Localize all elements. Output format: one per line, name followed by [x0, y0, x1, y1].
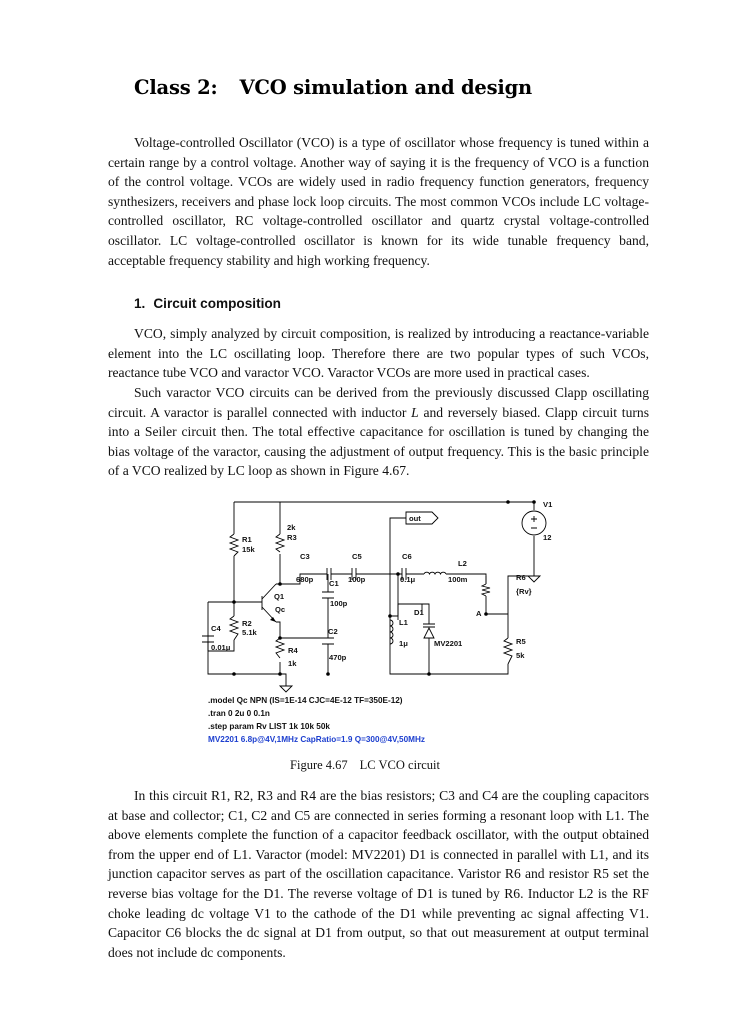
label-r2: R2: [242, 619, 252, 628]
label-l2: L2: [458, 559, 467, 568]
label-r3: R3: [287, 533, 297, 542]
figure-lc-vco-circuit: [196, 496, 566, 746]
figure-caption-text: LC VCO circuit: [359, 758, 440, 772]
label-r6: R6: [516, 573, 526, 582]
label-l2-value: 100m: [448, 575, 468, 584]
spice-directive-model: .model Qc NPN (IS=1E-14 CJC=4E-12 TF=350E-12): [208, 696, 403, 705]
section-title: Circuit composition: [153, 296, 281, 311]
figure-number: Figure 4.67: [290, 758, 348, 772]
class-label: Class 2:: [134, 76, 218, 99]
label-r2-value: 5.1k: [242, 628, 257, 637]
resistor-r4: [276, 638, 284, 658]
label-r6-value: {Rv}: [516, 587, 532, 596]
varactor-d1: [423, 624, 435, 638]
label-c2: C2: [328, 627, 338, 636]
label-c6: C6: [402, 552, 412, 561]
circuit-explanation-paragraph: In this circuit R1, R2, R3 and R4 are the bias resistors; C3 and C4 are the coupling capacitors at base and collector; C1, C2 and C5 are connected in series forming a resonant loop with L1. The above elements complete the function of a capacitor feedback oscillator, with the output obtained from the upper end of L1. Varactor (model: MV2201) D1 is connected in parallel with L1, and its junction capacitor serves as part of the oscillation capacitance. Varistor R6 and resistor R5 set the reverse bias voltage for the D1. The reverse voltage of D1 is tuned by R6. Inductor L2 is the RF choke leading dc voltage V1 to the cathode of the D1 while preventing ac signal affecting V1. Capacitor C6 blocks the dc signal at D1 from output, so that out measurement at output terminal does not include dc components.: [108, 788, 649, 960]
label-c5-value: 100p: [348, 575, 366, 584]
resistor-r2: [230, 616, 238, 640]
spice-directive-step: .step param Rv LIST 1k 10k 50k: [208, 722, 330, 731]
label-d1-model: MV2201: [434, 639, 463, 648]
spice-directive-tran: .tran 0 2u 0 0.1n: [208, 709, 270, 718]
label-r5: R5: [516, 637, 526, 646]
label-l1: L1: [399, 618, 408, 627]
voltage-source-v1: [522, 511, 546, 535]
out-label: out: [409, 514, 421, 523]
label-r5-value: 5k: [516, 651, 525, 660]
figure-caption: [0, 758, 730, 773]
ground-symbol-main: [280, 686, 292, 692]
label-c4-value: 0.01μ: [211, 643, 231, 652]
varactor-text-start: Such varactor VCO circuits can be derived from the previously discussed Clapp oscillating circuit. A varactor is parallel connected with inductor: [108, 385, 649, 420]
label-l1-value: 1μ: [399, 639, 408, 648]
label-v1-value: 12: [543, 533, 552, 542]
label-r4-value: 1k: [288, 659, 297, 668]
label-d1: D1: [414, 608, 424, 617]
label-c1-value: 100p: [330, 599, 348, 608]
inductor-l2: [424, 572, 446, 574]
capacitor-c1: [322, 592, 334, 598]
label-r3-value: 2k: [287, 523, 296, 532]
section-number: 1.: [134, 296, 146, 311]
ground-symbol-v1: [528, 576, 540, 582]
label-c3-value: 680p: [296, 575, 314, 584]
label-c2-value: 470p: [329, 653, 347, 662]
label-node-a: A: [476, 609, 482, 618]
inductor-symbol: L: [411, 404, 419, 420]
transistor-q1: [258, 584, 276, 622]
label-c1: C1: [329, 579, 339, 588]
varactor-text-end: and reversely biased. Clapp circuit turns into a Seiler circuit then. The total effective capacitance for oscillation is tuned by changing the bias voltage of the varactor, causing the adjustment of output frequency. This is the basic principle of a VCO realized by LC loop as shown in Figure 4.67.: [108, 404, 649, 479]
inductor-l1: [390, 620, 393, 644]
label-v1: V1: [543, 500, 553, 509]
resistor-r3: [276, 534, 284, 552]
varactor-paragraph: [108, 383, 649, 481]
class-topic: VCO simulation and design: [239, 76, 533, 99]
composition-paragraph: VCO, simply analyzed by circuit composition, is realized by introducing a reactance-variable element into the LC oscillating loop. Therefore there are two popular types of such VCOs, reactance tube VCO and varactor VCO. Varactor VCOs are more used in practical cases.: [108, 326, 649, 381]
label-q1: Q1: [274, 592, 285, 601]
intro-paragraph: Voltage-controlled Oscillator (VCO) is a type of oscillator whose frequency is tuned within a certain range by a control voltage. Another way of saying it is the frequency of VCO is a function of the control voltage. VCOs are widely used in radio frequency function generators, frequency synthesizers, receivers and phase lock loop circuits. The most common VCOs include LC voltage-controlled oscillator, RC voltage-controlled oscillator and quartz crystal voltage-controlled oscillator. LC voltage-controlled oscillator is known for its wide tunable frequency band, acceptable frequency stability and high working frequency.: [108, 135, 649, 268]
capacitor-c2: [322, 638, 334, 644]
resistor-r6: [482, 584, 490, 596]
spice-directive-varactor-model: MV2201 6.8p@4V,1MHz CapRatio=1.9 Q=300@4V,50MHz: [208, 735, 425, 744]
label-r1-value: 15k: [242, 545, 255, 554]
label-c4: C4: [211, 624, 221, 633]
circuit-schematic: [196, 496, 566, 746]
resistor-r1: [230, 534, 238, 556]
label-c5: C5: [352, 552, 362, 561]
label-c6-value: 0.1μ: [400, 575, 416, 584]
label-r1: R1: [242, 535, 252, 544]
page-title: [134, 76, 532, 99]
resistor-r5: [504, 638, 512, 664]
section-heading: [134, 296, 281, 311]
label-q1-model: Qc: [275, 605, 286, 614]
label-c3: C3: [300, 552, 310, 561]
output-terminal-label: [406, 512, 438, 524]
label-r4: R4: [288, 646, 298, 655]
